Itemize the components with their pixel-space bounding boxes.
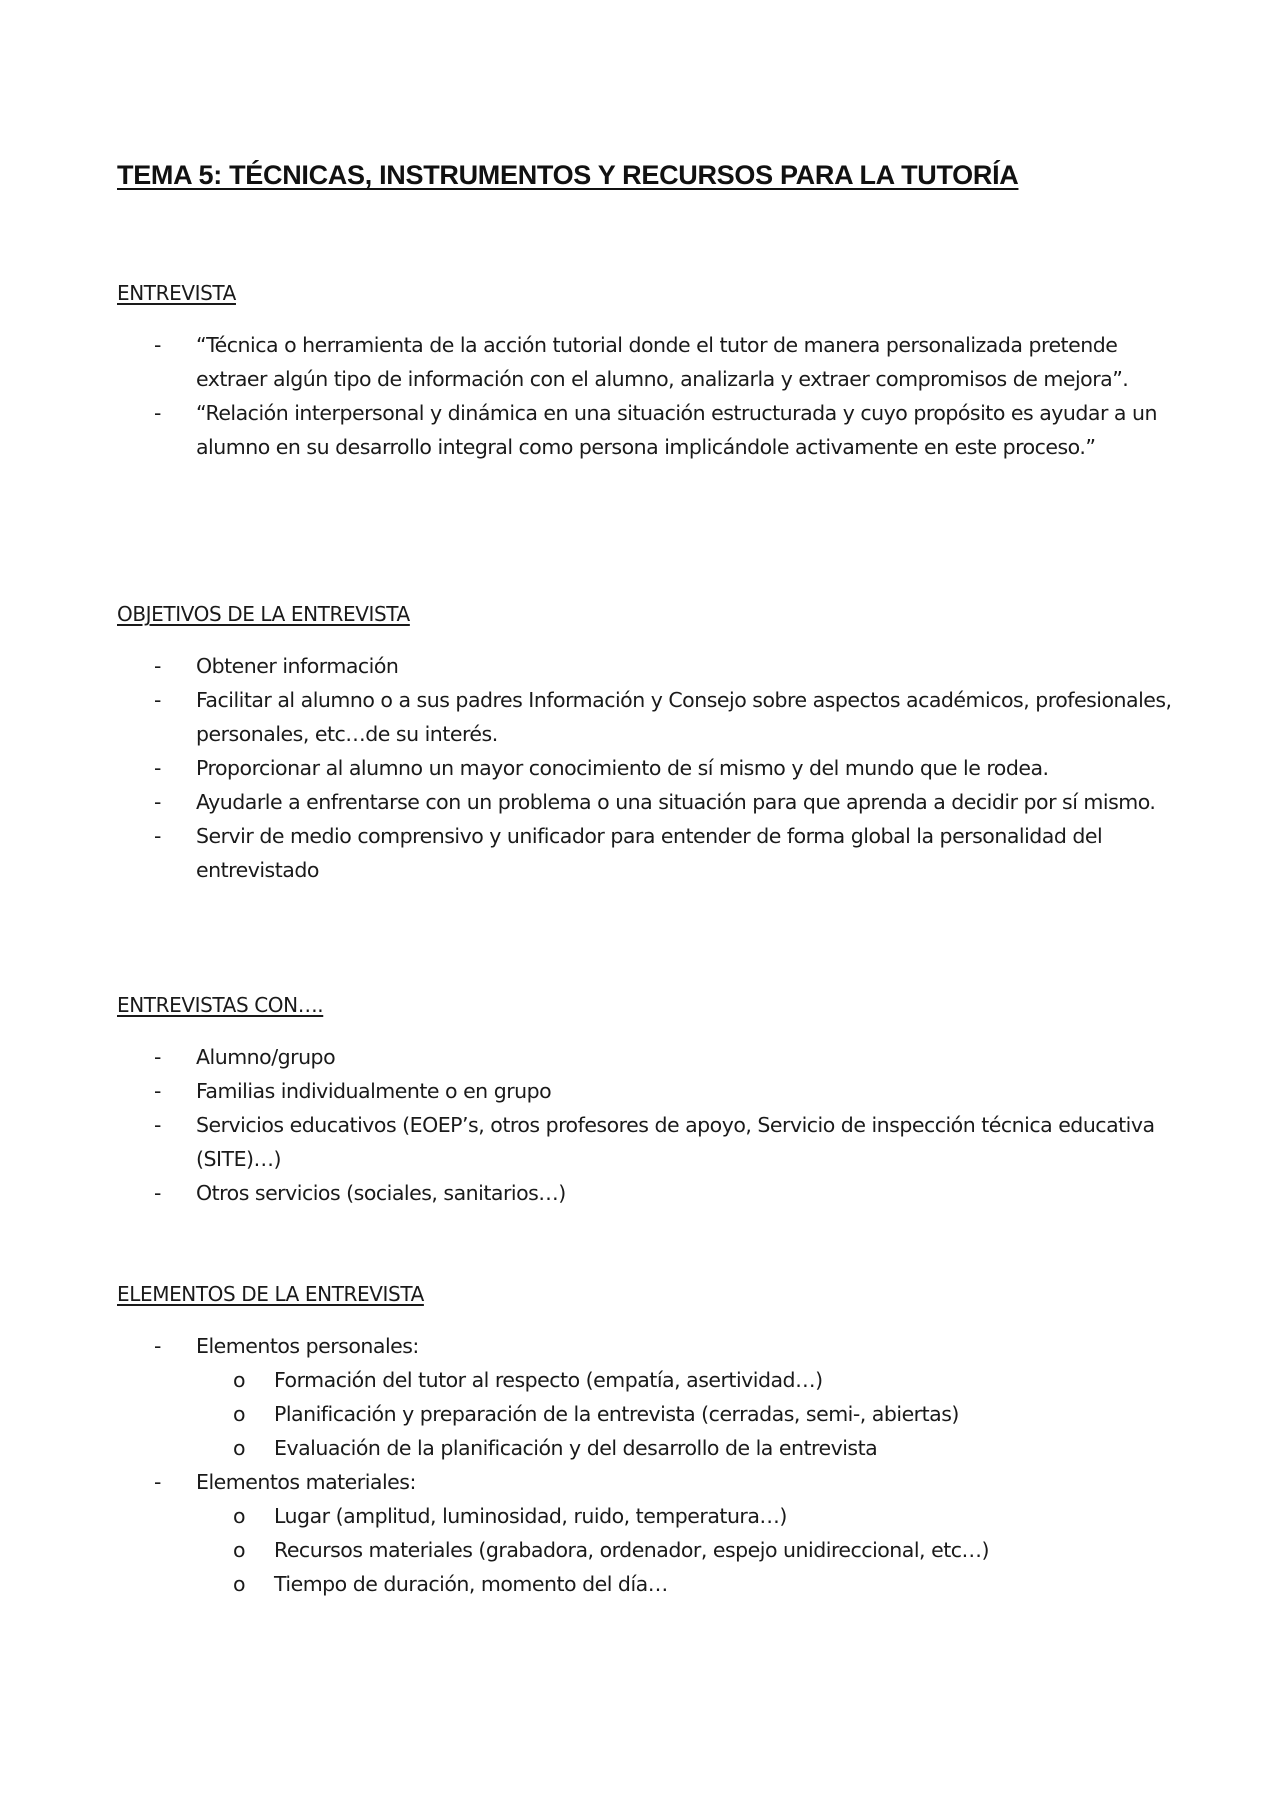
dash-bullet: - xyxy=(154,756,161,780)
dash-bullet: - xyxy=(154,1181,161,1205)
bullet-list xyxy=(117,649,1177,887)
list-item-text: Obtener información xyxy=(196,654,399,678)
dash-bullet: - xyxy=(154,1113,161,1137)
list-item-text: Ayudarle a enfrentarse con un problema o una situación para que aprenda a decidir por sí mismo. xyxy=(196,790,1156,814)
list-item-text: Servir de medio comprensivo y unificador para entender de forma global la personalidad del entrevistado xyxy=(196,824,1103,882)
sub-list xyxy=(196,1363,1177,1465)
list-item xyxy=(117,396,1177,464)
list-item xyxy=(117,1074,1177,1108)
list-item xyxy=(117,1040,1177,1074)
list-item xyxy=(117,328,1177,396)
list-item xyxy=(117,649,1177,683)
dash-bullet: - xyxy=(154,1045,161,1069)
dash-bullet: - xyxy=(154,790,161,814)
list-item-text: “Relación interpersonal y dinámica en una situación estructurada y cuyo propósito es ayudar a un alumno en su desarrollo integral como persona implicándole activamente en este proceso.” xyxy=(196,401,1157,459)
list-item-text: Elementos materiales: xyxy=(196,1470,416,1494)
list-item xyxy=(117,683,1177,751)
sub-list-item xyxy=(196,1363,1177,1397)
dash-bullet: - xyxy=(154,1470,161,1494)
section-heading: OBJETIVOS DE LA ENTREVISTA xyxy=(117,602,410,626)
sub-list-item-text: Tiempo de duración, momento del día… xyxy=(274,1572,668,1596)
list-item-text: Familias individualmente o en grupo xyxy=(196,1079,552,1103)
dash-bullet: - xyxy=(154,824,161,848)
bullet-list xyxy=(117,328,1177,464)
sub-list-item-text: Recursos materiales (grabadora, ordenador, espejo unidireccional, etc…) xyxy=(274,1538,990,1562)
sub-list-item-text: Lugar (amplitud, luminosidad, ruido, temperatura…) xyxy=(274,1504,787,1528)
list-item xyxy=(117,1329,1177,1465)
dash-bullet: - xyxy=(154,401,161,425)
list-item-text: Otros servicios (sociales, sanitarios…) xyxy=(196,1181,566,1205)
list-item xyxy=(117,1108,1177,1176)
circle-bullet: o xyxy=(233,1504,246,1528)
list-item-text: “Técnica o herramienta de la acción tutorial donde el tutor de manera personalizada pretende extraer algún tipo de información con el alumno, analizarla y extraer compromisos de mejora”. xyxy=(196,333,1129,391)
circle-bullet: o xyxy=(233,1572,246,1596)
dash-bullet: - xyxy=(154,688,161,712)
sub-list-item xyxy=(196,1533,1177,1567)
sub-list-item xyxy=(196,1499,1177,1533)
sub-list-item xyxy=(196,1567,1177,1601)
circle-bullet: o xyxy=(233,1368,246,1392)
list-item xyxy=(117,751,1177,785)
section-heading: ENTREVISTAS CON…. xyxy=(117,993,324,1017)
list-item-text: Proporcionar al alumno un mayor conocimiento de sí mismo y del mundo que le rodea. xyxy=(196,756,1049,780)
dash-bullet: - xyxy=(154,1079,161,1103)
circle-bullet: o xyxy=(233,1436,246,1460)
section-heading: ENTREVISTA xyxy=(117,281,236,305)
list-item xyxy=(117,1176,1177,1210)
section-elementos xyxy=(117,1279,1177,1601)
section-entrevista xyxy=(117,278,1177,464)
list-item xyxy=(117,785,1177,819)
dash-bullet: - xyxy=(154,1334,161,1358)
dash-bullet: - xyxy=(154,333,161,357)
bullet-list xyxy=(117,1040,1177,1210)
bullet-list xyxy=(117,1329,1177,1601)
section-heading: ELEMENTOS DE LA ENTREVISTA xyxy=(117,1282,424,1306)
sub-list xyxy=(196,1499,1177,1601)
list-item xyxy=(117,819,1177,887)
list-item xyxy=(117,1465,1177,1601)
circle-bullet: o xyxy=(233,1538,246,1562)
sub-list-item xyxy=(196,1431,1177,1465)
list-item-text: Servicios educativos (EOEP’s, otros profesores de apoyo, Servicio de inspección técnica educativa (SITE)…) xyxy=(196,1113,1155,1171)
section-entrevistas-con xyxy=(117,990,1177,1210)
sub-list-item-text: Formación del tutor al respecto (empatía, asertividad…) xyxy=(274,1368,823,1392)
sub-list-item-text: Evaluación de la planificación y del desarrollo de la entrevista xyxy=(274,1436,878,1460)
list-item-text: Alumno/grupo xyxy=(196,1045,336,1069)
sub-list-item-text: Planificación y preparación de la entrevista (cerradas, semi-, abiertas) xyxy=(274,1402,959,1426)
list-item-text: Elementos personales: xyxy=(196,1334,419,1358)
page-title: TEMA 5: TÉCNICAS, INSTRUMENTOS Y RECURSOS PARA LA TUTORÍA xyxy=(117,160,1019,190)
list-item-text: Facilitar al alumno o a sus padres Información y Consejo sobre aspectos académicos, profesionales, personales, etc…de su interés. xyxy=(196,688,1172,746)
sub-list-item xyxy=(196,1397,1177,1431)
dash-bullet: - xyxy=(154,654,161,678)
circle-bullet: o xyxy=(233,1402,246,1426)
section-objetivos xyxy=(117,599,1177,887)
